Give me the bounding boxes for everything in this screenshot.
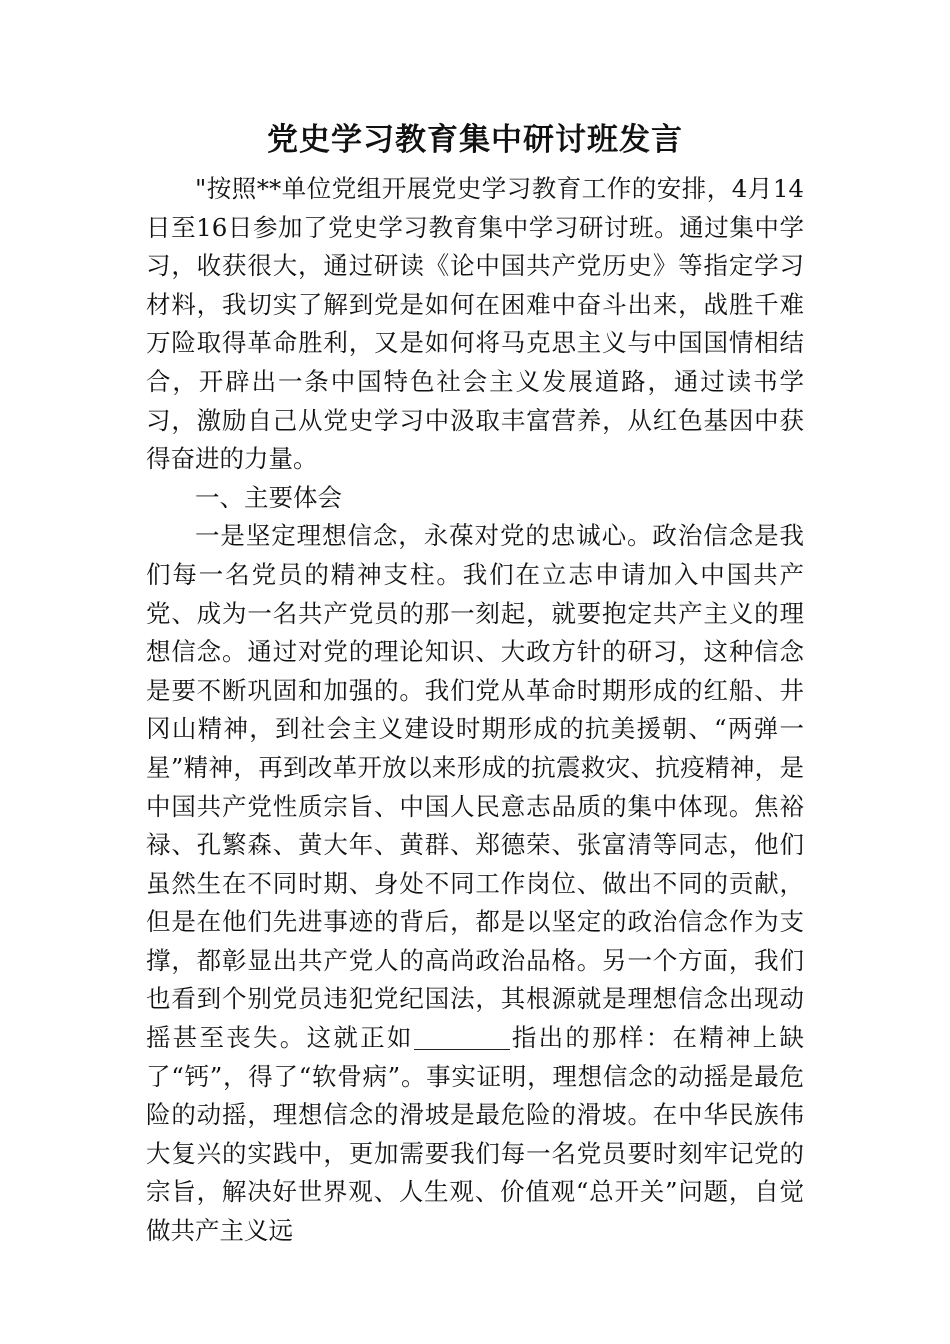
intro-paragraph: "按照**单位党组开展党史学习教育工作的安排，4月14日至16日参加了党史学习教育集中学习研讨班。通过集中学习，收获很大，通过研读《论中国共产党历史》等指定学习材料，我切实了解到党是如何在困难中奋斗出来，战胜千难万险取得革命胜利，又是如何将马克思主义与中国国情相结合，开辟出一条中国特色社会主义发展道路，通过读书学习，激励自己从党史学习中汲取丰富营养，从红色基因中获得奋进的力量。 xyxy=(146,174,804,474)
point-one-paragraph xyxy=(146,517,804,1250)
document-title: 党史学习教育集中研讨班发言 xyxy=(267,122,683,158)
point-one-text-start: 一是坚定理想信念，永葆对党的忠诚心。政治信念是我们每一名党员的精神支柱。我们在立志申请加入中国共产党、成为一名共产党员的那一刻起，就要抱定共产主义的理想信念。通过对党的理论知识、大政方针的研习，这种信念是要不断巩固和加强的。我们党从革命时期形成的红船、井冈山精神，到社会主义建设时期形成的抗美援朝、“两弹一星”精神，再到改革开放以来形成的抗震救灾、抗疫精神，是中国共产党性质宗旨、中国人民意志品质的集中体现。焦裕禄、孔繁森、黄大年、黄群、郑德荣、张富清等同志，他们虽然生在不同时期、身处不同工作岗位、做出不同的贡献，但是在他们先进事迹的背后，都是以坚定的政治信念作为支撑，都彰显出共产党人的高尚政治品格。另一个方面，我们也看到个别党员违犯党纪国法，其根源就是理想信念出现动摇甚至丧失。这就正如 xyxy=(146,521,804,1053)
document-body xyxy=(146,170,804,1251)
blank-underline xyxy=(414,1024,510,1050)
section-heading: 一、主要体会 xyxy=(195,482,342,512)
point-one-text-end: 指出的那样：在精神上缺了“钙”，得了“软骨病”。事实证明，理想信念的动摇是最危险的动摇，理想信念的滑坡是最危险的滑坡。在中华民族伟大复兴的实践中，更加需要我们每一名党员要时刻牢记党的宗旨，解决好世界观、人生观、价值观“总开关”问题，自觉做共产主义远 xyxy=(146,1023,805,1246)
